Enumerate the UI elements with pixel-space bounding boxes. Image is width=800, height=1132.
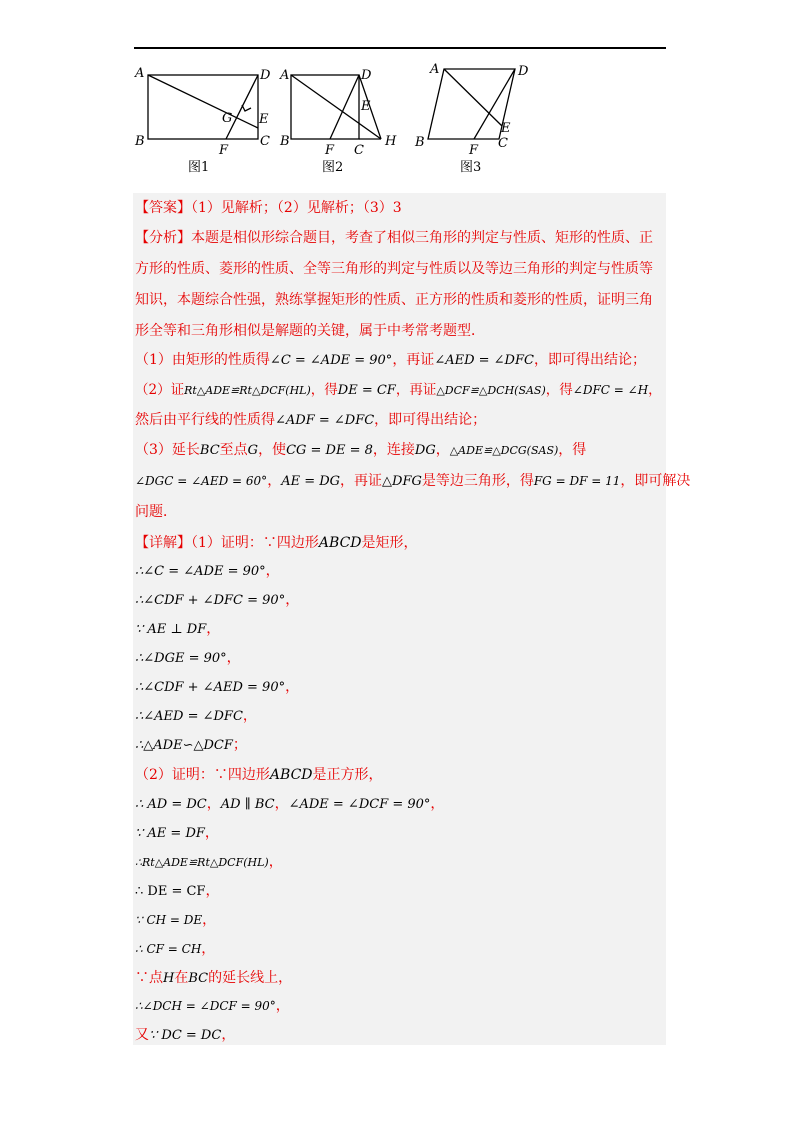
p2-line-7: [135, 968, 292, 989]
detail-part2-intro: （2）证明：∵四边形: [135, 767, 270, 783]
geometry-figures: [130, 58, 550, 183]
p2-line-2: [135, 823, 219, 844]
step3-math-2: G: [247, 443, 259, 458]
step2-text-a: （2）证: [135, 382, 185, 398]
p2-line-3: [135, 852, 283, 873]
detail-part1-end: 是矩形，: [361, 535, 418, 551]
fig1-label-F: F: [219, 143, 229, 158]
p1-end-1: ，: [265, 563, 280, 579]
p2-end-6: ，: [201, 941, 216, 957]
fig2-label-D: D: [361, 68, 372, 83]
step3b-math-2: AE = DG: [281, 474, 341, 489]
p2-line-4: [135, 881, 219, 902]
analysis-paragraph: [135, 223, 663, 347]
fig1-label-D: D: [260, 68, 271, 83]
answer-tag: 【答案】: [135, 200, 191, 216]
step3b-math-4: FG = DF = 11: [533, 474, 621, 488]
p2-end-2: ，: [204, 825, 219, 841]
p1-line-1: [135, 561, 280, 582]
step2-line: [135, 380, 662, 401]
step1-text-b: ，再证: [392, 352, 435, 368]
step3-text-a: （3）延长: [135, 442, 200, 458]
p1-math-3: ∵ AE ⊥ DF: [135, 622, 207, 637]
step3b-text-a: ，: [267, 473, 282, 489]
step3-text-d: ，连接: [372, 442, 415, 458]
analysis-text: 本题是相似形综合题目，考查了相似三角形的判定与性质、矩形的性质、正方形的性质、菱形的性质、全等三角形的判定与性质以及等边三角形的判定与性质等知识，本题综合性强，熟练掌握矩形的性质、正方形的性质和菱形的性质，证明三角形全等和三角形相似是解题的关键，属于中考常考题型．: [135, 230, 653, 339]
step2-math-1: Rt△ADE≌Rt△DCF(HL): [184, 384, 311, 397]
p1-line-6: [135, 706, 257, 727]
step1-math-2: ∠AED = ∠DFC: [434, 353, 534, 368]
detail-part1-intro: （1）证明：∵四边形: [191, 535, 319, 551]
fig3-label-F: F: [469, 143, 479, 158]
step3b-text-d: ，即可解决: [620, 473, 691, 489]
step3-text-f: ，得: [558, 442, 587, 458]
p1-math-5: ∴∠CDF + ∠AED = 90°: [135, 680, 286, 695]
p1-end-3: ，: [206, 621, 221, 637]
step2-text-c: ，再证: [395, 382, 437, 398]
fig2-label-C: C: [354, 143, 364, 158]
fig2-label-A: A: [280, 68, 290, 83]
fig1-caption: 图1: [188, 160, 210, 175]
p2-line1-math-1: ∴ AD = DC: [135, 797, 207, 812]
step2-math-2: DE = CF: [337, 383, 396, 398]
p1-math-1: ∴∠C = ∠ADE = 90°: [135, 564, 266, 579]
p1-math-6: ∴∠AED = ∠DFC: [135, 709, 243, 724]
step1-text-c: ，即可得出结论；: [533, 352, 646, 368]
p2-point-math-1: H: [163, 971, 175, 986]
p1-line-5: [135, 677, 299, 698]
p2-point-a: ∵点: [135, 970, 163, 986]
p1-math-4: ∴∠DGE = 90°: [135, 651, 227, 666]
p2-math-3: ∴Rt△ADE≌Rt△DCF(HL): [135, 856, 269, 869]
p2-math-4: ∴ DE = CF: [135, 884, 206, 899]
step2-math-3: △DCF≌△DCH(SAS): [436, 384, 546, 397]
p2-end-4: ，: [205, 883, 220, 899]
detail-tag: 【详解】: [135, 535, 191, 551]
step1-text-a: （1）由矩形的性质得: [135, 352, 270, 368]
analysis-tag: 【分析】: [135, 230, 191, 246]
p2-math-2: ∵ AE = DF: [135, 826, 205, 841]
step3b-text-c: 是等边三角形，得: [421, 473, 534, 489]
p2-line1-sep-a: ，: [206, 796, 221, 812]
p1-line-3: [135, 619, 220, 640]
step1-line: [135, 350, 646, 371]
fig3-caption: 图3: [460, 160, 482, 175]
step3b-line: [135, 471, 690, 492]
fig1-label-A: A: [135, 66, 145, 81]
step2-math-4: ∠DFC = ∠H: [572, 383, 649, 397]
fig3-label-B: B: [415, 135, 425, 150]
p2-point-c: 的延长线上，: [208, 970, 293, 986]
answer-line: [135, 198, 402, 218]
fig2-label-E: E: [361, 99, 371, 114]
p1-end-7: ；: [232, 737, 247, 753]
p1-end-5: ，: [285, 679, 300, 695]
p2-end-3: ，: [268, 854, 283, 870]
fig2-caption: 图2: [322, 160, 344, 175]
fig3-label-C: C: [498, 136, 508, 151]
fig2-label-H: H: [385, 134, 397, 149]
p2-last-end: ，: [221, 1027, 236, 1043]
p2-last-math: ∵ DC = DC: [149, 1028, 222, 1043]
p2-line1-sep-b: ，: [274, 796, 289, 812]
step2-text-e: ，: [648, 382, 662, 398]
detail-part1-heading: [135, 533, 418, 553]
step2-text-d: ，得: [545, 382, 573, 398]
step3-text-b: 至点: [219, 442, 248, 458]
p1-math-7: ∴△ADE∽△DCF: [135, 738, 233, 753]
p1-line-7: [135, 735, 247, 756]
p1-math-2: ∴∠CDF + ∠DFC = 90°: [135, 593, 286, 608]
step2b-text-a: 然后由平行线的性质得: [135, 412, 275, 428]
p2-angle-end: ，: [275, 998, 290, 1014]
figure-1: [148, 75, 258, 139]
step3-math-1: BC: [199, 443, 220, 458]
fig1-label-B: B: [135, 134, 145, 149]
detail-part2-heading: [135, 765, 383, 785]
p2-angle-math: ∴∠DCH = ∠DCF = 90°: [135, 999, 276, 1013]
fig3-label-E: E: [501, 121, 511, 136]
detail-part2-end: 是正方形，: [312, 767, 383, 783]
fig1-label-G: G: [222, 111, 233, 126]
step3c-line: [135, 502, 177, 522]
p2-line-6: [135, 939, 215, 959]
p2-line-1: [135, 794, 444, 815]
fig2-label-B: B: [280, 134, 290, 149]
fig1-label-C: C: [260, 134, 270, 149]
step3-text-c: ，使: [258, 442, 287, 458]
p2-line-8: [135, 996, 290, 1016]
step3b-text-b: ，再证: [340, 473, 383, 489]
fig1-label-E: E: [259, 112, 269, 127]
p2-math-6: ∴ CF = CH: [135, 942, 202, 956]
step3-math-5: △ADE≌△DCG(SAS): [449, 444, 559, 457]
answer-text: （1）见解析；（2）见解析；（3）3: [191, 200, 402, 216]
fig2-label-F: F: [325, 143, 335, 158]
p2-end-5: ，: [202, 912, 217, 928]
step2b-math-1: ∠ADF = ∠DFC: [275, 413, 375, 428]
p2-last-a: 又: [135, 1027, 149, 1043]
p2-point-math-2: BC: [188, 971, 209, 986]
detail-part1-math: ABCD: [318, 535, 362, 551]
p2-line1-sep-c: ，: [430, 796, 445, 812]
p2-math-5: ∵ CH = DE: [135, 913, 203, 927]
step3-line: [135, 440, 586, 461]
p1-line-2: [135, 590, 299, 611]
step3b-math-1: ∠DGC = ∠AED = 60°: [135, 474, 268, 488]
step3-text-e: ，: [435, 442, 450, 458]
fig3-label-A: A: [430, 62, 440, 77]
step2b-line: [135, 410, 486, 431]
step3-math-4: DG: [414, 443, 436, 458]
p1-line-4: [135, 648, 241, 669]
step2-text-b: ，得: [310, 382, 338, 398]
step2b-text-b: ，即可得出结论；: [374, 412, 487, 428]
p2-line1-math-2: AD ∥ BC: [220, 797, 275, 812]
p2-point-b: 在: [174, 970, 189, 986]
step1-math-1: ∠C = ∠ADE = 90°: [269, 353, 393, 368]
p1-end-6: ，: [242, 708, 257, 724]
p1-end-2: ，: [285, 592, 300, 608]
fig3-label-D: D: [518, 64, 529, 79]
p1-end-4: ，: [226, 650, 241, 666]
detail-part2-math: ABCD: [269, 767, 313, 783]
step3b-math-3: △DFG: [382, 474, 422, 489]
step3c-text-a: 问题．: [135, 504, 177, 520]
p2-line-5: [135, 910, 216, 930]
header-rule: [134, 47, 666, 49]
step3-math-3: CG = DE = 8: [286, 443, 373, 458]
p2-line-9: [135, 1025, 235, 1046]
p2-line1-math-3: ∠ADE = ∠DCF = 90°: [288, 797, 431, 812]
